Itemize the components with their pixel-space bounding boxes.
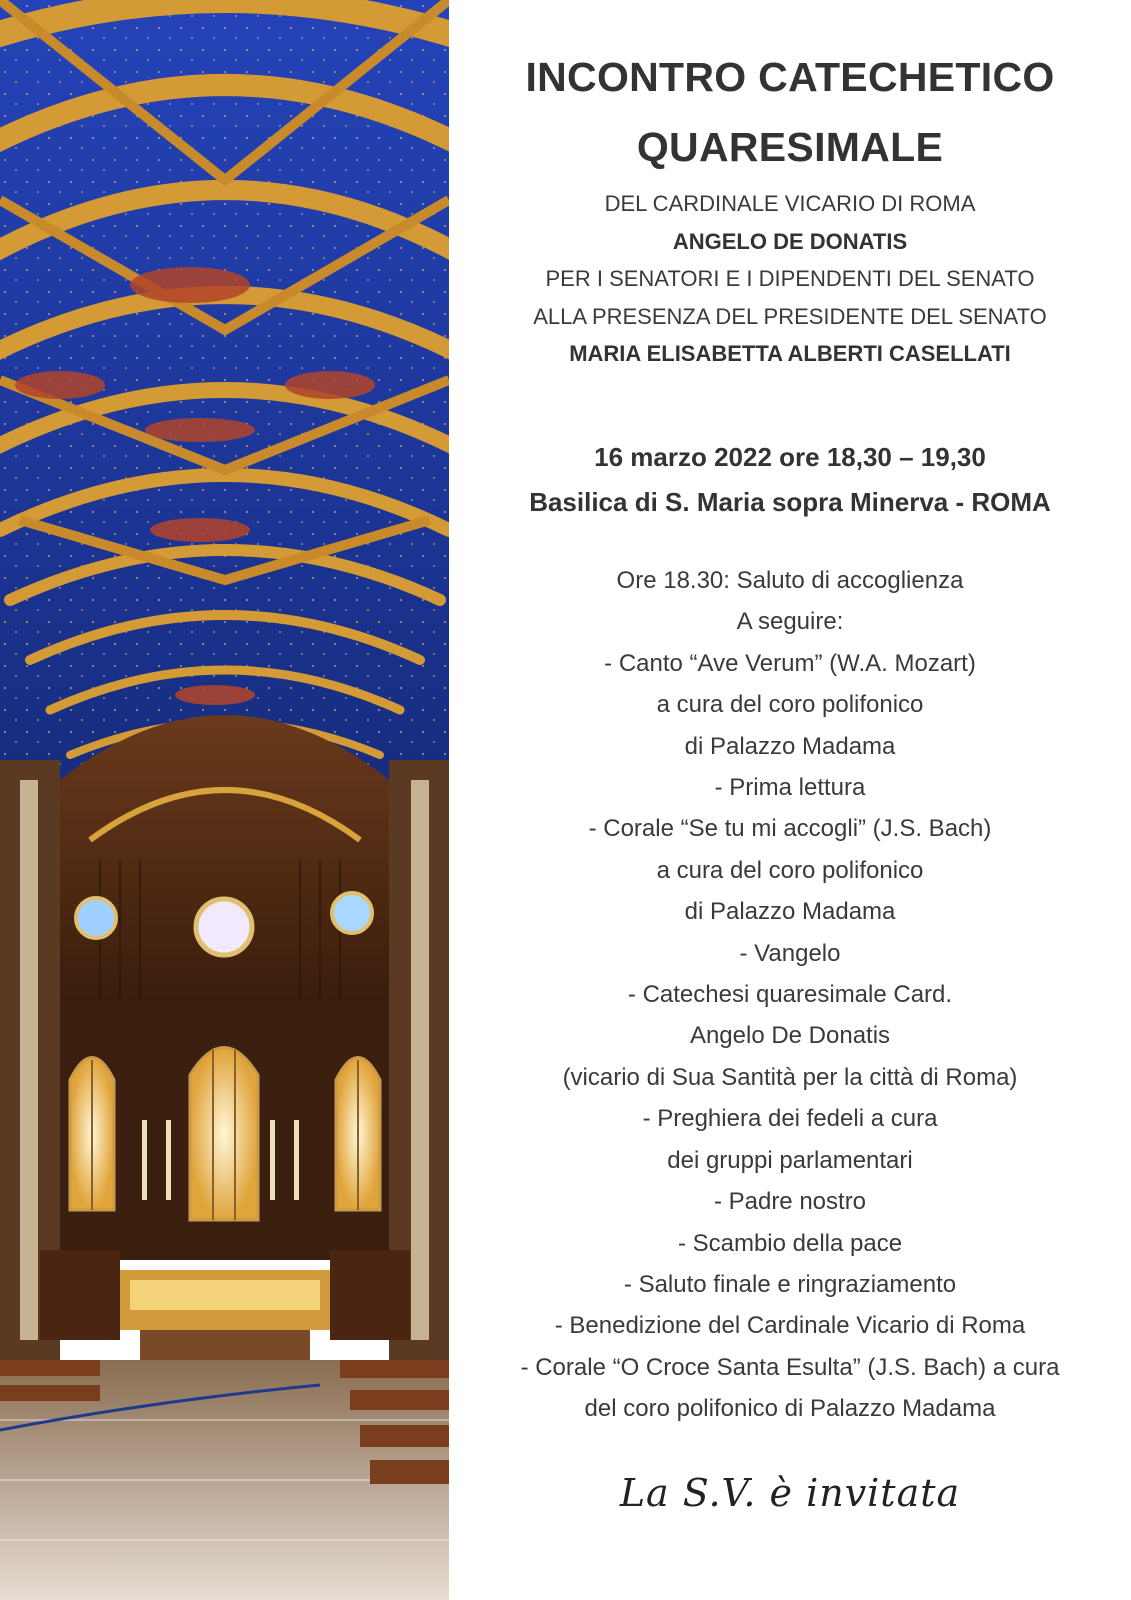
program-line: Angelo De Donatis xyxy=(689,1022,891,1050)
program-line: - Prima lettura xyxy=(714,774,866,802)
program-list xyxy=(470,560,1110,1430)
event-datetime: 16 marzo 2022 ore 18,30 – 19,30 xyxy=(594,442,986,472)
program-line: A seguire: xyxy=(736,608,844,636)
basilica-nave-illustration xyxy=(0,0,449,1600)
program-line: - Benedizione del Cardinale Vicario di Roma xyxy=(554,1312,1026,1340)
program-line: - Canto “Ave Verum” (W.A. Mozart) xyxy=(604,649,976,677)
program-line: - Padre nostro xyxy=(713,1188,867,1216)
program-line: a cura del coro polifonico xyxy=(656,856,924,884)
subtitle-block xyxy=(470,185,1110,373)
program-line: - Corale “Se tu mi accogli” (J.S. Bach) xyxy=(588,815,992,843)
subtitle-line: ALLA PRESENZA DEL PRESIDENTE DEL SENATO xyxy=(533,303,1047,329)
program-line: - Vangelo xyxy=(739,939,841,967)
program-line: Ore 18.30: Saluto di accoglienza xyxy=(616,567,964,594)
event-venue: Basilica di S. Maria sopra Minerva - ROMA xyxy=(529,487,1051,517)
invitation-signature: La S.V. è invitata xyxy=(619,1471,961,1515)
title-line-2: QUARESIMALE xyxy=(636,124,944,170)
program-line: di Palazzo Madama xyxy=(684,732,896,760)
subtitle-line: DEL CARDINALE VICARIO DI ROMA xyxy=(604,191,976,216)
program-line: - Scambio della pace xyxy=(677,1229,903,1257)
basilica-photo xyxy=(0,0,449,1600)
cardinal-name: ANGELO DE DONATIS xyxy=(672,228,908,254)
president-name: MARIA ELISABETTA ALBERTI CASELLATI xyxy=(569,341,1011,366)
program-line: - Catechesi quaresimale Card. xyxy=(627,981,953,1009)
program-line: - Corale “O Croce Santa Esulta” (J.S. Bach) a cura xyxy=(520,1353,1060,1381)
program-line: - Preghiera dei fedeli a cura xyxy=(642,1105,938,1133)
title-line-1: INCONTRO CATECHETICO xyxy=(525,54,1055,100)
program-line: dei gruppi parlamentari xyxy=(667,1146,913,1174)
program-line: a cura del coro polifonico xyxy=(656,691,924,719)
program-line: di Palazzo Madama xyxy=(684,898,896,926)
program-line: (vicario di Sua Santità per la città di Roma) xyxy=(562,1063,1018,1091)
invitation-text-column xyxy=(470,0,1110,1600)
subtitle-line: PER I SENATORI E I DIPENDENTI DEL SENATO xyxy=(545,266,1035,291)
program-line: - Saluto finale e ringraziamento xyxy=(623,1270,957,1298)
program-line: del coro polifonico di Palazzo Madama xyxy=(584,1395,996,1423)
